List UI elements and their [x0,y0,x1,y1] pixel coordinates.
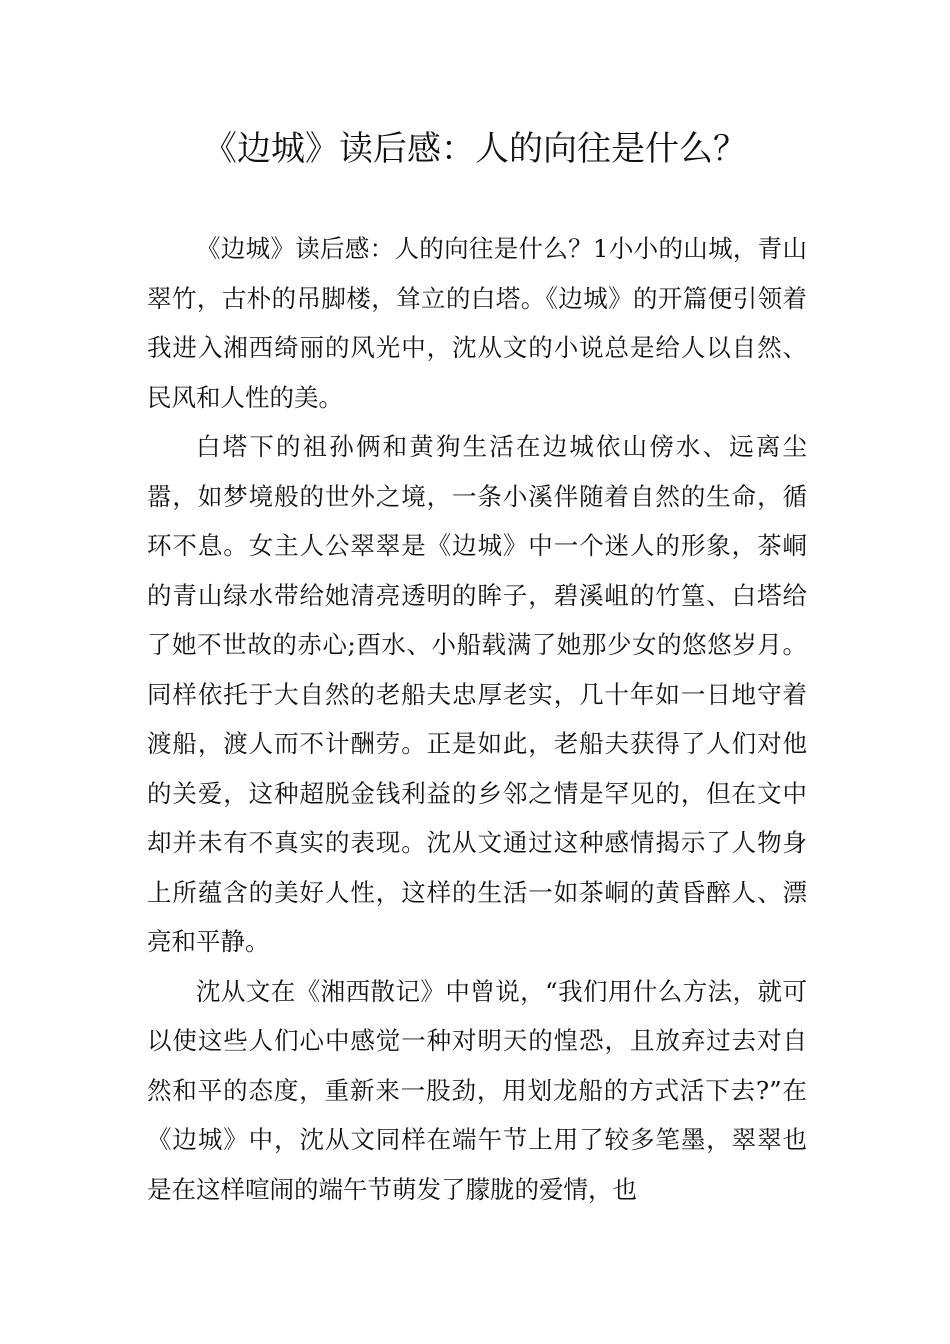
paragraph: 白塔下的祖孙俩和黄狗生活在边城依山傍水、远离尘嚣，如梦境般的世外之境，一条小溪伴随着自然的生命，循环不息。女主人公翠翠是《边城》中一个迷人的形象，茶峒的青山绿水带给她清亮透明的眸子，碧溪岨的竹篁、白塔给了她不世故的赤心;酉水、小船载满了她那少女的悠悠岁月。同样依托于大自然的老船夫忠厚老实，几十年如一日地守着渡船，渡人而不计酬劳。正是如此，老船夫获得了人们对他的关爱，这种超脱金钱利益的乡邻之情是罕见的，但在文中却并未有不真实的表现。沈从文通过这种感情揭示了人物身上所蕴含的美好人性，这样的生活一如茶峒的黄昏醉人、漂亮和平静。 [147,432,807,956]
paragraph: 沈从文在《湘西散记》中曾说，“我们用什么方法，就可以使这些人们心中感觉一种对明天的惶恐，且放弃过去对自然和平的态度，重新来一股劲，用划龙船的方式活下去?”在《边城》中，沈从文同样在端午节上用了较多笔墨，翠翠也是在这样喧闹的端午节萌发了朦胧的爱情，也 [147,976,807,1204]
document-title: 《边城》读后感：人的向往是什么？ [203,129,747,169]
paragraph: 《边城》读后感：人的向往是什么？1小小的山城，青山翠竹，古朴的吊脚楼，耸立的白塔。《边城》的开篇便引领着我进入湘西绮丽的风光中，沈从文的小说总是给人以自然、民风和人性的美。 [147,234,807,412]
document-body [147,224,807,1214]
